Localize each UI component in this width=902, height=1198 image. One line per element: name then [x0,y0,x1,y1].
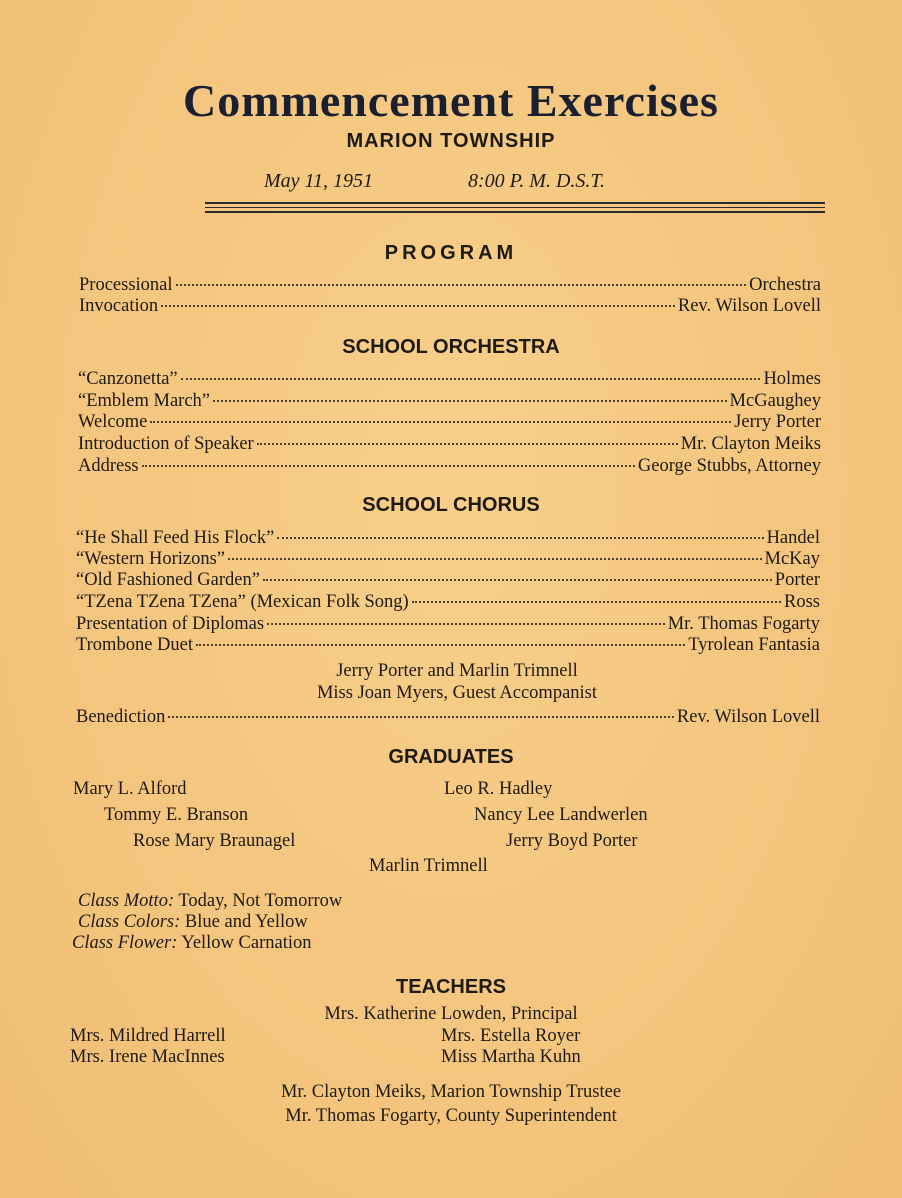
program-row [79,275,821,297]
chorus-item-value: Porter [774,570,820,590]
class-flower-value: Yellow Carnation [181,933,312,953]
header-divider [205,202,825,216]
chorus-item-value: Handel [766,528,820,548]
orchestra-row [78,369,821,391]
graduate-name: Marlin Trimnell [369,856,488,876]
orchestra-heading: SCHOOL ORCHESTRA [342,336,560,358]
teacher-name: Mrs. Irene MacInnes [70,1047,225,1067]
orchestra-row [78,434,821,456]
leader-dots [196,644,685,646]
chorus-row [76,635,820,657]
principal-name: Mrs. Katherine Lowden, Principal [324,1004,578,1024]
orchestra-item-value: McGaughey [729,391,821,411]
duet-performers: Jerry Porter and Marlin Trimnell [336,661,578,681]
chorus-row [76,528,820,550]
leader-dots [181,378,761,380]
graduate-name: Tommy E. Branson [104,805,249,825]
chorus-item-label: “Western Horizons” [76,549,226,569]
orchestra-item-label: “Emblem March” [78,391,211,411]
leader-dots [176,284,747,286]
event-time: 8:00 P. M. D.S.T. [468,170,606,192]
township-trustee: Mr. Clayton Meiks, Marion Township Trustee [280,1082,622,1102]
class-colors-value: Blue and Yellow [184,912,308,932]
orchestra-row [78,391,821,413]
orchestra-item-label: Introduction of Speaker [78,434,254,454]
graduate-name: Rose Mary Braunagel [133,831,296,851]
township-subtitle: MARION TOWNSHIP [346,130,556,152]
orchestra-item-label: Address [78,456,139,476]
class-motto-label: Class Motto: [78,891,175,911]
orchestra-row [78,412,821,434]
graduates-heading: GRADUATES [388,746,514,768]
chorus-item-label: “He Shall Feed His Flock” [76,528,275,548]
benediction-value: Rev. Wilson Lovell [676,707,820,727]
chorus-row [76,549,820,571]
program-heading: PROGRAM [384,242,518,264]
program-item-label: Processional [79,275,173,295]
chorus-row [76,592,820,614]
program-row [79,296,821,318]
chorus-heading: SCHOOL CHORUS [362,494,540,516]
leader-dots [277,537,763,539]
graduate-name: Nancy Lee Landwerlen [474,805,648,825]
teachers-heading: TEACHERS [395,976,506,998]
leader-dots [168,716,673,718]
chorus-row [76,570,820,592]
chorus-item-value: Tyrolean Fantasia [688,635,820,655]
leader-dots [412,601,781,603]
teacher-name: Miss Martha Kuhn [441,1047,581,1067]
orchestra-row [78,456,821,478]
chorus-item-value: Ross [784,592,820,612]
chorus-row [76,614,820,636]
program-item-value: Rev. Wilson Lovell [677,296,821,316]
benediction-label: Benediction [76,707,166,727]
orchestra-item-label: “Canzonetta” [78,369,178,389]
teacher-name: Mrs. Mildred Harrell [70,1026,226,1046]
county-superintendent: Mr. Thomas Fogarty, County Superintendent [285,1106,617,1126]
chorus-item-label: “TZena TZena TZena” (Mexican Folk Song) [76,592,409,612]
leader-dots [263,579,772,581]
leader-dots [161,305,675,307]
leader-dots [142,465,635,467]
leader-dots [257,443,678,445]
orchestra-item-value: George Stubbs, Attorney [637,456,821,476]
class-flower-label: Class Flower: [72,933,178,953]
chorus-item-label: Presentation of Diplomas [76,614,265,634]
graduate-name: Leo R. Hadley [444,779,553,799]
page-title: Commencement Exercises [183,75,719,126]
graduate-name: Mary L. Alford [73,779,187,799]
chorus-item-label: Trombone Duet [76,635,193,655]
class-colors-label: Class Colors: [78,912,181,932]
orchestra-item-value: Holmes [763,369,821,389]
leader-dots [228,558,761,560]
program-item-value: Orchestra [749,275,821,295]
class-colors [78,912,308,933]
chorus-item-value: Mr. Thomas Fogarty [667,614,820,634]
leader-dots [150,421,731,423]
teacher-name: Mrs. Estella Royer [441,1026,581,1046]
chorus-item-label: “Old Fashioned Garden” [76,570,260,590]
graduate-name: Jerry Boyd Porter [506,831,638,851]
class-flower [72,933,312,954]
event-date: May 11, 1951 [264,170,374,192]
leader-dots [267,623,665,625]
program-item-label: Invocation [79,296,159,316]
benediction-row [76,707,820,729]
chorus-item-value: McKay [764,549,820,569]
guest-accompanist: Miss Joan Myers, Guest Accompanist [316,683,598,703]
leader-dots [213,400,727,402]
class-motto-value: Today, Not Tomorrow [178,891,343,911]
orchestra-item-value: Mr. Clayton Meiks [680,434,821,454]
orchestra-item-label: Welcome [78,412,148,432]
class-motto [78,891,342,912]
orchestra-item-value: Jerry Porter [734,412,821,432]
